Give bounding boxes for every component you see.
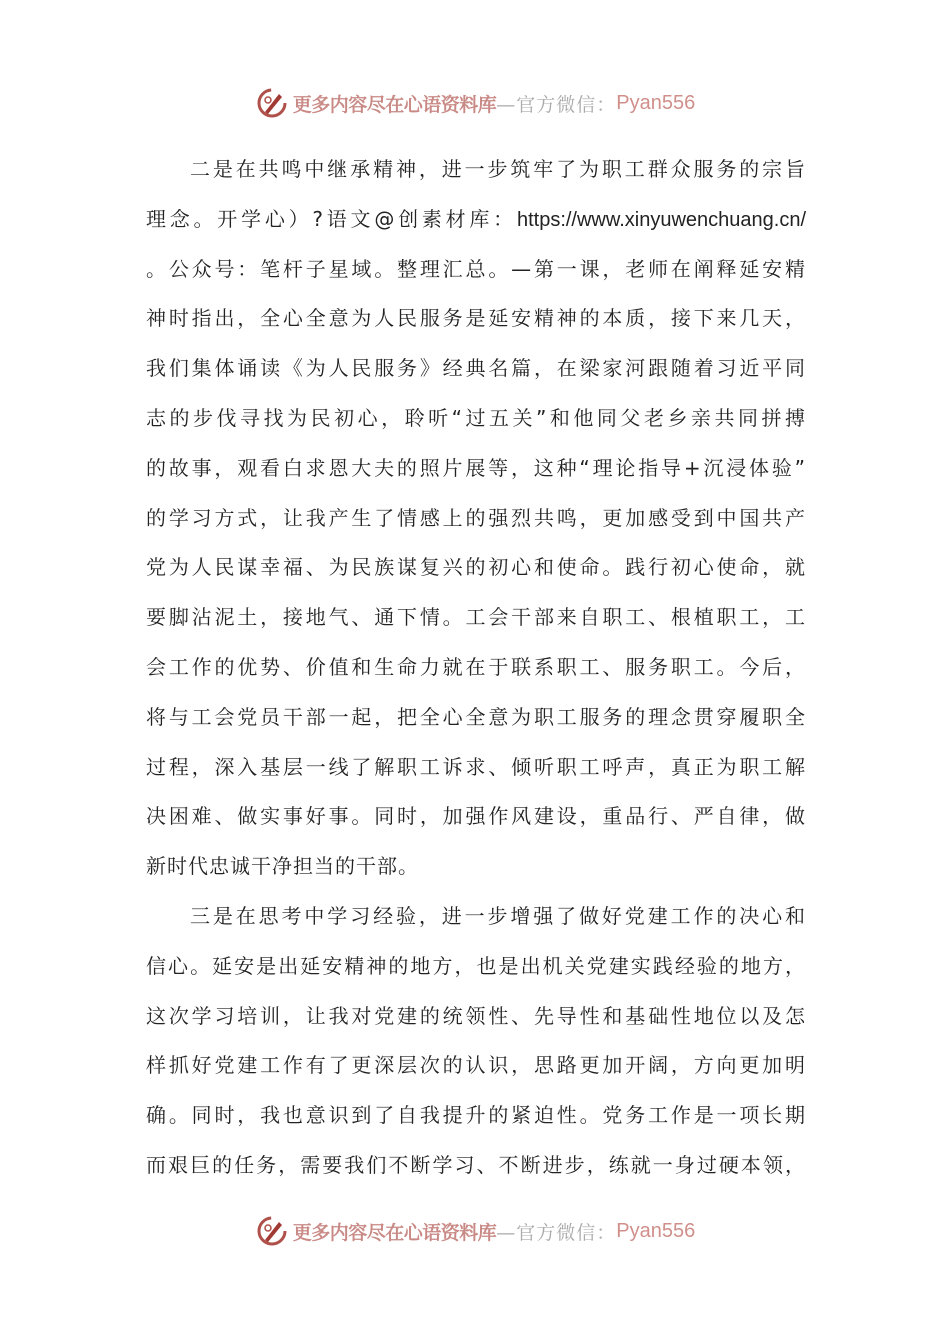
text-line: 志的步伐寻找为民初心，聆听“过五关”和他同父老乡亲共同拼搏 <box>146 405 806 430</box>
pen-logo-icon <box>255 86 289 120</box>
text-line: 三是在思考中学习经验，进一步增强了做好党建工作的决心和 <box>190 903 806 928</box>
footer-watermark-banner <box>0 1211 950 1251</box>
banner-text: 更多内容尽在心语资料库 <box>292 93 497 116</box>
text-line: 确。同时，我也意识到了自我提升的紧迫性。党务工作是一项长期 <box>146 1103 806 1128</box>
text-line: 二是在共鸣中继承精神，进一步筑牢了为职工群众服务的宗旨 <box>190 157 806 181</box>
text-line: 过程，深入基层一线了解职工诉求、倾听职工呼声，真正为职工解 <box>146 754 806 779</box>
text-line: 党为人民谋幸福、为民族谋复兴的初心和使命。践行初心使命，就 <box>146 555 806 580</box>
text-line: 会工作的优势、价值和生命力就在于联系职工、服务职工。今后， <box>146 654 806 679</box>
banner-wechat-label: —官方微信： <box>496 93 617 116</box>
text-line: 要脚沾泥土，接地气、通下情。工会干部来自职工、根植职工，工 <box>146 605 806 630</box>
banner-text: 更多内容尽在心语资料库 <box>292 1221 497 1244</box>
banner-wechat-label: —官方微信： <box>496 1221 617 1244</box>
header-watermark-banner <box>0 83 950 123</box>
text-line: 。公众号：笔杆子星域。整理汇总。—第一课，老师在阐释延安精 <box>146 256 806 281</box>
banner-wechat-id: Pyan556 <box>616 91 696 114</box>
text-line: 决困难、做实事好事。同时，加强作风建设，重品行、严自律，做 <box>146 804 806 829</box>
text-line: 样抓好党建工作有了更深层次的认识，思路更加开阔，方向更加明 <box>146 1053 806 1078</box>
text-line: 将与工会党员干部一起，把全心全意为职工服务的理念贯穿履职全 <box>146 704 806 729</box>
banner-wechat-id: Pyan556 <box>616 1219 696 1242</box>
text-line: 的故事，观看白求恩大夫的照片展等，这种“理论指导+沉浸体验” <box>146 455 806 480</box>
pen-logo-icon <box>255 1214 289 1248</box>
url-link[interactable]: https://www.xinyuwenchuang.cn/ <box>516 208 806 231</box>
document-body <box>146 145 806 1191</box>
text-line: 神时指出，全心全意为人民服务是延安精神的本质，接下来几天， <box>146 306 806 331</box>
text-line: 信心。延安是出延安精神的地方，也是出机关党建实践经验的地方， <box>146 953 806 978</box>
text-line: 的学习方式，让我产生了情感上的强烈共鸣，更加感受到中国共产 <box>146 505 806 530</box>
text-line: 我们集体诵读《为人民服务》经典名篇，在梁家河跟随着习近平同 <box>146 356 806 381</box>
text-line <box>146 195 806 245</box>
text-line: 新时代忠诚干净担当的干部。 <box>146 854 419 879</box>
text-line: 而艰巨的任务，需要我们不断学习、不断进步，练就一身过硬本领， <box>146 1152 806 1177</box>
text-line: 这次学习培训，让我对党建的统领性、先导性和基础性地位以及怎 <box>146 1003 806 1028</box>
text-segment: 理念。开学心）?语文@创素材库： <box>146 206 517 231</box>
